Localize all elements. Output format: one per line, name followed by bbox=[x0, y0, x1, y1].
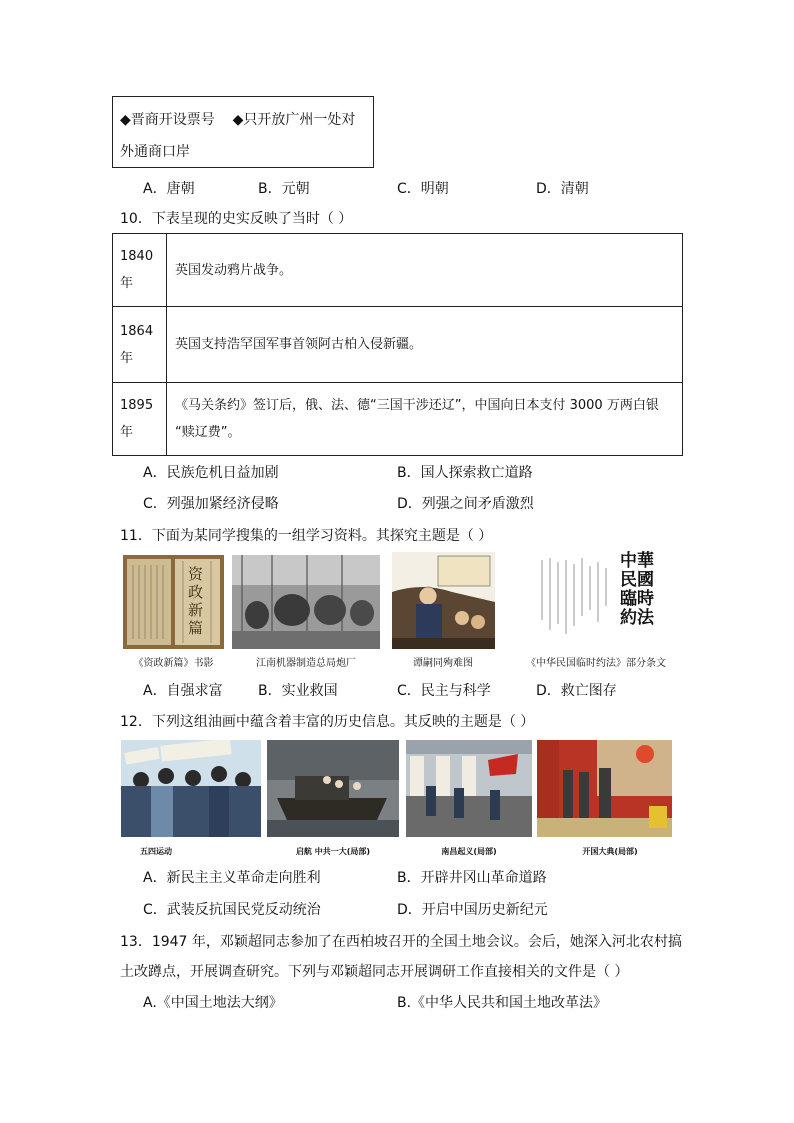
q10-option-a[interactable]: A．民族危机日益加剧 bbox=[143, 465, 279, 481]
q12-stem: 12．下列这组油画中蕴含着丰富的历史信息。其反映的主题是（ ） bbox=[120, 714, 535, 730]
q9-option-b[interactable]: B．元朝 bbox=[258, 181, 310, 197]
q12-option-c[interactable]: C．武装反抗国民党反动统治 bbox=[143, 902, 321, 918]
book-cover-image bbox=[123, 555, 224, 649]
q13-stem-line-1: 13．1947 年，邓颖超同志参加了在西柏坡召开的全国土地会议。会后，她深入河北农村搞 bbox=[120, 934, 682, 950]
q10-option-b[interactable]: B．国人探索救亡道路 bbox=[397, 465, 533, 481]
q11-option-d[interactable]: D．救亡图存 bbox=[536, 683, 617, 699]
caption-may-fourth: 五四运动 bbox=[140, 847, 172, 856]
table-row bbox=[113, 234, 683, 307]
q10-option-c[interactable]: C．列强加紧经济侵略 bbox=[143, 496, 279, 512]
caption-arsenal: 江南机器制造总局炮厂 bbox=[256, 658, 356, 669]
caption-nanchang: 南昌起义(局部) bbox=[441, 847, 497, 856]
year-cell: 1864 年 bbox=[113, 307, 167, 383]
clue-line-1: ◆晋商开设票号 ◆只开放广州一处对 bbox=[120, 112, 356, 128]
caption-first-congress: 启航 中共一大(局部) bbox=[295, 847, 371, 856]
q13-option-b[interactable]: B.《中华人民共和国土地改革法》 bbox=[397, 995, 608, 1011]
caption-book: 《资政新篇》书影 bbox=[133, 658, 214, 669]
history-table bbox=[112, 233, 683, 456]
arsenal-photo bbox=[232, 555, 380, 649]
q9-option-a[interactable]: A．唐朝 bbox=[143, 181, 195, 197]
clue-line-2: 外通商口岸 bbox=[120, 144, 190, 160]
provisional-constitution-poster bbox=[522, 550, 670, 649]
caption-founding-ceremony: 开国大典(局部) bbox=[582, 847, 638, 856]
first-congress-painting bbox=[267, 740, 399, 837]
year-cell: 1895 年 bbox=[113, 383, 167, 456]
tan-sitong-illustration bbox=[392, 552, 495, 649]
q9-option-c[interactable]: C．明朝 bbox=[397, 181, 449, 197]
table-row bbox=[113, 383, 683, 456]
q13-stem-line-2: 土改蹲点，开展调查研究。下列与邓颖超同志开展调研工作直接相关的文件是（ ） bbox=[120, 964, 629, 980]
clue-box bbox=[112, 96, 374, 168]
q13-option-a[interactable]: A.《中国土地法大纲》 bbox=[143, 995, 283, 1011]
may-fourth-painting bbox=[121, 740, 261, 837]
event-cell: 英国发动鸦片战争。 bbox=[167, 234, 683, 307]
q12-option-d[interactable]: D．开启中国历史新纪元 bbox=[397, 902, 548, 918]
q12-option-b[interactable]: B．开辟井冈山革命道路 bbox=[397, 870, 547, 886]
poster-title-text: 中華民國臨時約法 bbox=[620, 551, 654, 628]
event-cell: 《马关条约》签订后，俄、法、德“三国干涉还辽”，中国向日本支付 3000 万两白银 “赎辽费”。 bbox=[167, 383, 683, 456]
year-cell: 1840 年 bbox=[113, 234, 167, 307]
q9-option-d[interactable]: D．清朝 bbox=[536, 181, 589, 197]
caption-constitution: 《中华民国临时约法》部分条文 bbox=[526, 658, 666, 669]
q10-stem: 10．下表呈现的史实反映了当时（ ） bbox=[120, 211, 353, 227]
q11-stem: 11．下面为某同学搜集的一组学习资料。其探究主题是（ ） bbox=[120, 528, 493, 544]
event-cell: 英国支持浩罕国军事首领阿古柏入侵新疆。 bbox=[167, 307, 683, 383]
founding-ceremony-painting bbox=[537, 740, 672, 837]
nanchang-uprising-painting bbox=[406, 740, 532, 837]
q11-option-c[interactable]: C．民主与科学 bbox=[397, 683, 491, 699]
table-row bbox=[113, 307, 683, 383]
caption-tan-sitong: 谭嗣同殉难图 bbox=[413, 658, 473, 669]
q11-option-b[interactable]: B．实业救国 bbox=[258, 683, 338, 699]
q11-option-a[interactable]: A．自强求富 bbox=[143, 683, 223, 699]
q12-option-a[interactable]: A．新民主主义革命走向胜利 bbox=[143, 870, 321, 886]
book-title-text: 资政新篇 bbox=[188, 565, 204, 637]
q10-option-d[interactable]: D．列强之间矛盾激烈 bbox=[397, 496, 534, 512]
